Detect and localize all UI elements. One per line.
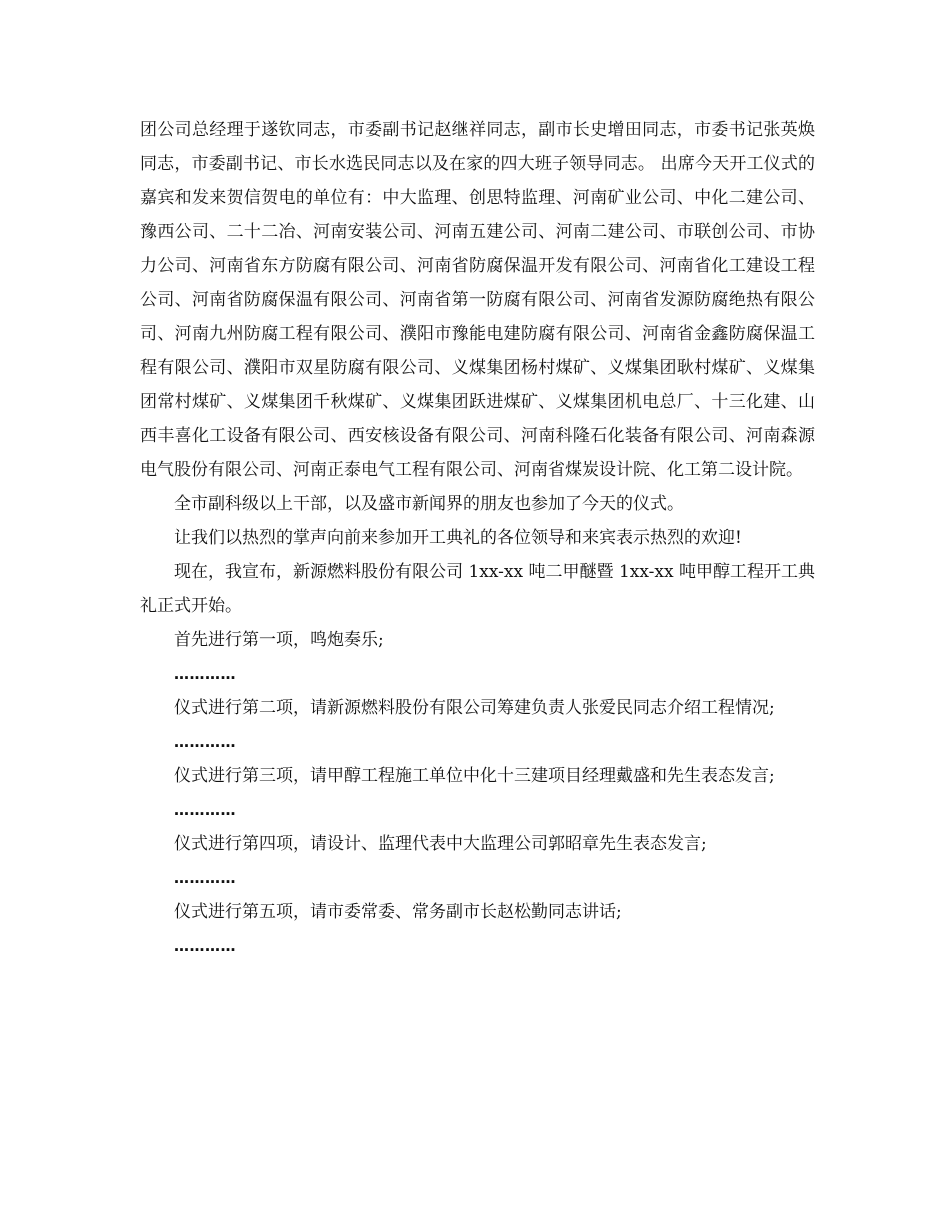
ellipsis-separator: ………… (174, 733, 236, 751)
paragraph-welcome-applause: 让我们以热烈的掌声向前来参加开工典礼的各位领导和来宾表示热烈的欢迎! (174, 528, 742, 548)
ellipsis-separator: ………… (174, 869, 236, 887)
ellipsis-separator: ………… (174, 937, 236, 955)
ellipsis-separator: ………… (174, 801, 236, 819)
paragraph-attendees-and-guests: 团公司总经理于遂钦同志，市委副书记赵继祥同志，副市长史增田同志，市委书记张英焕同志，市委副书记、市长水选民同志以及在家的四大班子领导同志。 出席今天开工仪式的嘉宾和发来贺信贺电的单位有：中大监理、创思特监理、河南矿业公司、中化二建公司、豫西公司、二十二冶、河南安装公司、河南五建公司、河南二建公司、市联创公司、市协力公司、河南省东方防腐有限公司、河南省防腐保温开发有限公司、河南省化工建设工程公司、河南省防腐保温有限公司、河南省第一防腐有限公司、河南省发源防腐绝热有限公司、河南九州防腐工程有限公司、濮阳市豫能电建防腐有限公司、河南省金鑫防腐保温工程有限公司、濮阳市双星防腐有限公司、义煤集团杨村煤矿、义煤集团耿村煤矿、义煤集团常村煤矿、义煤集团千秋煤矿、义煤集团跃进煤矿、义煤集团机电总厂、十三化建、山西丰喜化工设备有限公司、西安核设备有限公司、河南科隆石化装备有限公司、河南森源电气股份有限公司、河南正泰电气工程有限公司、河南省煤炭设计院、化工第二设计院。 (140, 120, 815, 480)
paragraph-item-two: 仪式进行第二项，请新源燃料股份有限公司筹建负责人张爱民同志介绍工程情况; (174, 698, 775, 718)
document-body (140, 113, 815, 963)
paragraph-item-one: 首先进行第一项，鸣炮奏乐; (174, 630, 384, 650)
paragraph-item-three: 仪式进行第三项，请甲醇工程施工单位中化十三建项目经理戴盛和先生表态发言; (174, 766, 775, 786)
ellipsis-separator: ………… (174, 665, 236, 683)
paragraph-item-five: 仪式进行第五项，请市委常委、常务副市长赵松勤同志讲话; (174, 902, 622, 922)
paragraph-ceremony-opening: 现在，我宣布，新源燃料股份有限公司 1xx-xx 吨二甲醚暨 1xx-xx 吨甲醇工程开工典礼正式开始。 (140, 562, 815, 616)
paragraph-local-officials: 全市副科级以上干部，以及盛市新闻界的朋友也参加了今天的仪式。 (174, 494, 684, 514)
paragraph-item-four: 仪式进行第四项，请设计、监理代表中大监理公司郭昭章先生表态发言; (174, 834, 707, 854)
